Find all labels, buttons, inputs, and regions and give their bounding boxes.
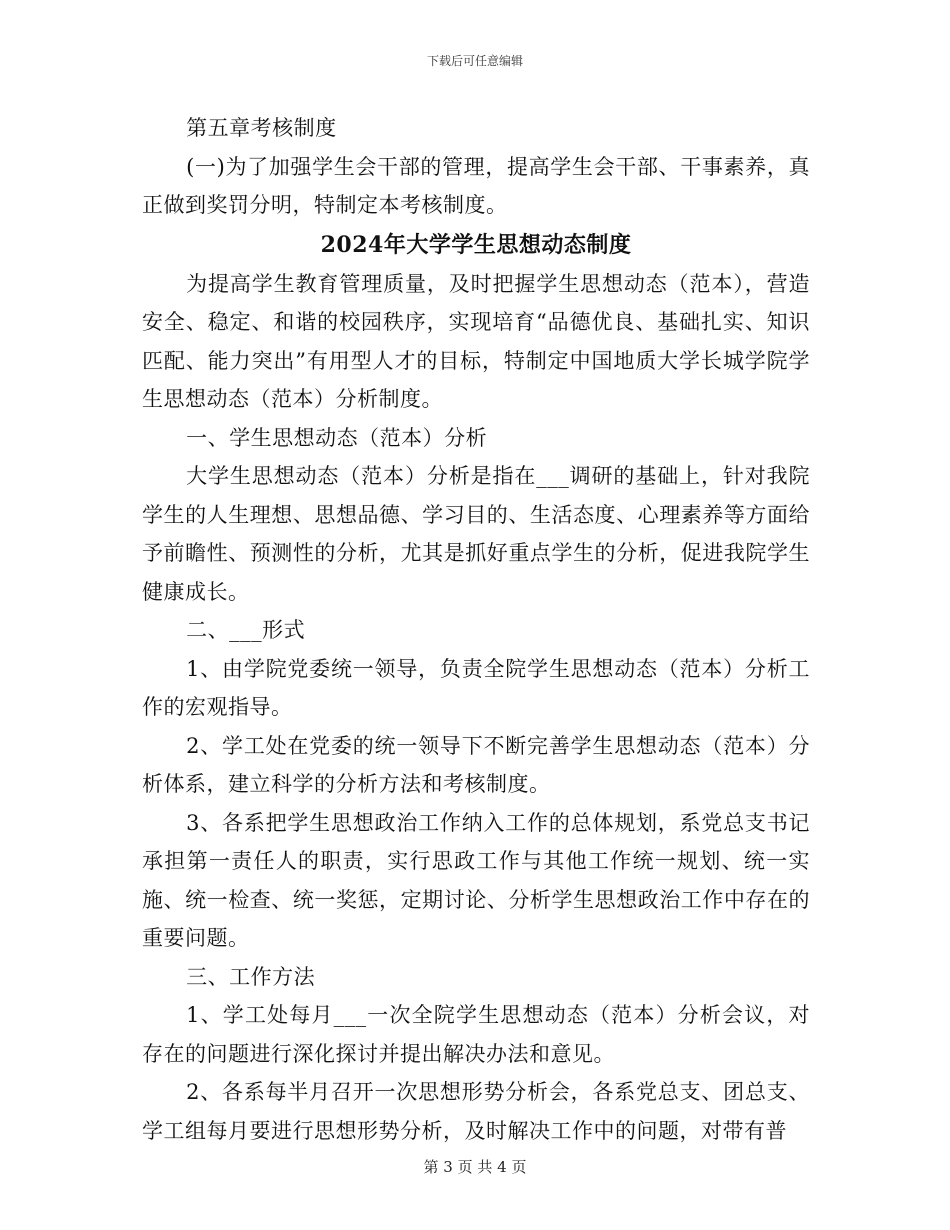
- section-heading: 三、工作方法: [186, 964, 316, 989]
- paragraph: (一)为了加强学生会干部的管理，提高学生会干部、干事素养，真正做到奖罚分明，特制定本考核制度。: [142, 154, 810, 217]
- page-footer: 第 3 页 共 4 页: [423, 1158, 527, 1176]
- section-heading: 一、学生思想动态（范本）分析: [186, 425, 488, 450]
- page-header: 下载后可任意编辑: [426, 54, 523, 68]
- paragraph: 大学生思想动态（范本）分析是指在___调研的基础上，针对我院学生的人生理想、思想品德、学习目的、生活态度、心理素养等方面给予前瞻性、预测性的分析，尤其是抓好重点学生的分析，促进我院学生健康成长。: [142, 464, 810, 604]
- list-item: 2、学工处在党委的统一领导下不断完善学生思想动态（范本）分析体系，建立科学的分析方法和考核制度。: [142, 733, 810, 796]
- list-item: 2、各系每半月召开一次思想形势分析会，各系党总支、团总支、学工组每月要进行思想形势分析，及时解决工作中的问题，对带有普: [142, 1080, 810, 1143]
- list-item: 1、由学院党委统一领导，负责全院学生思想动态（范本）分析工作的宏观指导。: [142, 656, 810, 719]
- chapter-title: 第五章考核制度: [186, 116, 337, 140]
- list-item: 1、学工处每月___一次全院学生思想动态（范本）分析会议，对存在的问题进行深化探讨并提出解决办法和意见。: [142, 1003, 810, 1066]
- section-heading: 二、___形式: [186, 618, 306, 642]
- document-title: 2024年大学学生思想动态制度: [320, 231, 632, 258]
- intro-paragraph: 为提高学生教育管理质量，及时把握学生思想动态（范本），营造安全、稳定、和谐的校园秩序，实现培育“品德优良、基础扎实、知识匹配、能力突出”有用型人才的目标，特制定中国地质大学长城学院学生思想动态（范本）分析制度。: [142, 271, 810, 411]
- list-item: 3、各系把学生思想政治工作纳入工作的总体规划，系党总支书记承担第一责任人的职责，实行思政工作与其他工作统一规划、统一实施、统一检查、统一奖惩，定期讨论、分析学生思想政治工作中存在的重要问题。: [142, 810, 810, 950]
- document-body: [142, 109, 810, 1150]
